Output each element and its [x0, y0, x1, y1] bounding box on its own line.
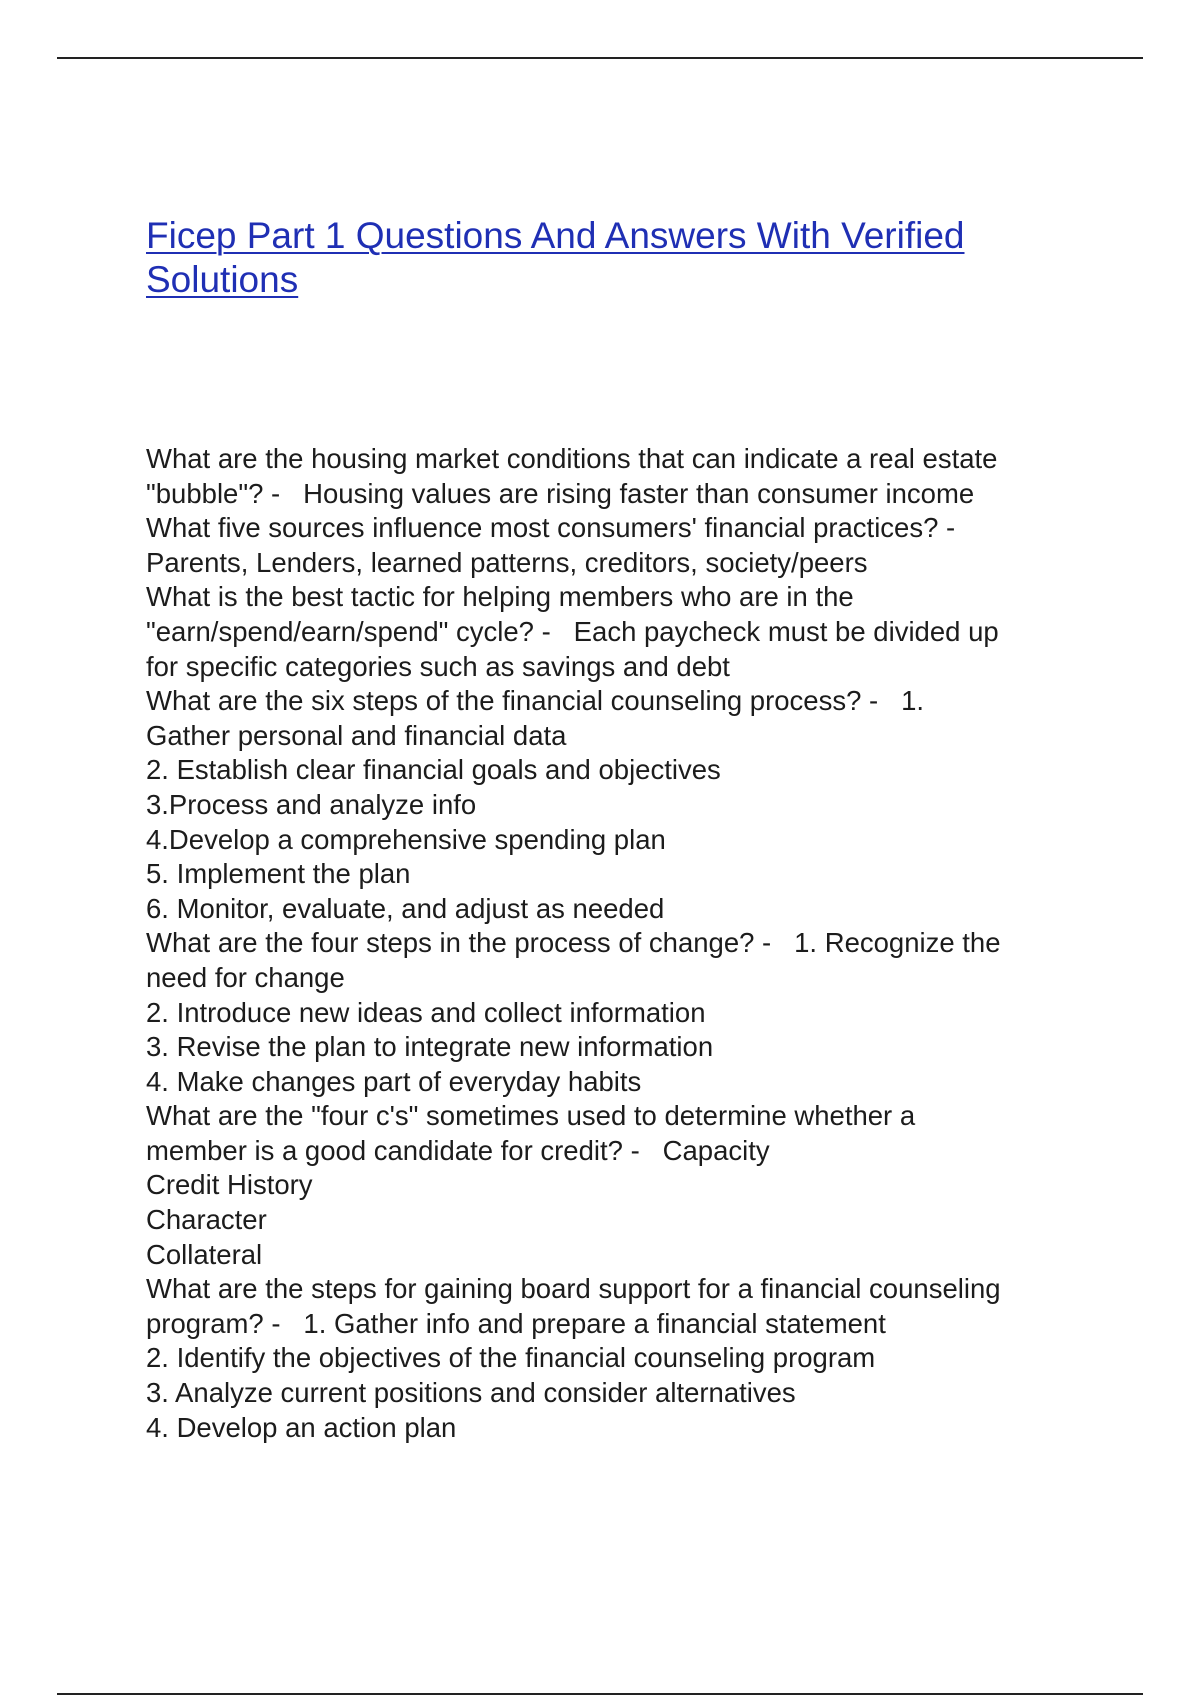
text-line: What are the six steps of the financial counseling process? - 1.	[146, 685, 925, 717]
text-line: What are the "four c's" sometimes used to determine whether a	[146, 1100, 916, 1132]
text-line: Credit History	[146, 1169, 313, 1201]
document-body	[146, 442, 1126, 1445]
bottom-rule	[57, 1693, 1143, 1695]
text-line: 2. Identify the objectives of the financial counseling program	[146, 1342, 876, 1374]
text-line: 3. Revise the plan to integrate new information	[146, 1031, 714, 1063]
text-line: "bubble"? - Housing values are rising faster than consumer income	[146, 477, 975, 509]
text-line: What are the four steps in the process of change? - 1. Recognize the	[146, 927, 1001, 959]
text-line: Collateral	[146, 1238, 263, 1270]
text-line: What is the best tactic for helping members who are in the	[146, 581, 854, 613]
text-line: Character	[146, 1204, 267, 1236]
title-line-2: Solutions	[146, 259, 299, 300]
text-line: 2. Introduce new ideas and collect information	[146, 996, 706, 1028]
text-line: 4.Develop a comprehensive spending plan	[146, 823, 666, 855]
text-line: 4. Develop an action plan	[146, 1411, 457, 1443]
document-title-link[interactable]	[146, 214, 1046, 302]
text-line: Parents, Lenders, learned patterns, creditors, society/peers	[146, 546, 868, 578]
text-line: program? - 1. Gather info and prepare a financial statement	[146, 1307, 886, 1339]
title-line-1: Ficep Part 1 Questions And Answers With Verified	[146, 215, 965, 256]
text-line: 3. Analyze current positions and consider alternatives	[146, 1377, 796, 1409]
text-line: need for change	[146, 961, 345, 993]
text-line: member is a good candidate for credit? - Capacity	[146, 1134, 770, 1166]
text-line: 6. Monitor, evaluate, and adjust as needed	[146, 892, 665, 924]
text-line: What five sources influence most consumers' financial practices? -	[146, 512, 956, 544]
text-line: What are the housing market conditions that can indicate a real estate	[146, 443, 998, 474]
text-line: 2. Establish clear financial goals and objectives	[146, 754, 721, 786]
text-line: "earn/spend/earn/spend" cycle? - Each paycheck must be divided up	[146, 615, 999, 647]
top-rule	[57, 57, 1143, 59]
text-line: Gather personal and financial data	[146, 719, 567, 751]
text-line: 3.Process and analyze info	[146, 788, 477, 820]
text-line: 4. Make changes part of everyday habits	[146, 1065, 642, 1097]
text-line: 5. Implement the plan	[146, 858, 411, 890]
text-line: What are the steps for gaining board support for a financial counseling	[146, 1273, 1001, 1305]
text-line: for specific categories such as savings and debt	[146, 650, 730, 682]
